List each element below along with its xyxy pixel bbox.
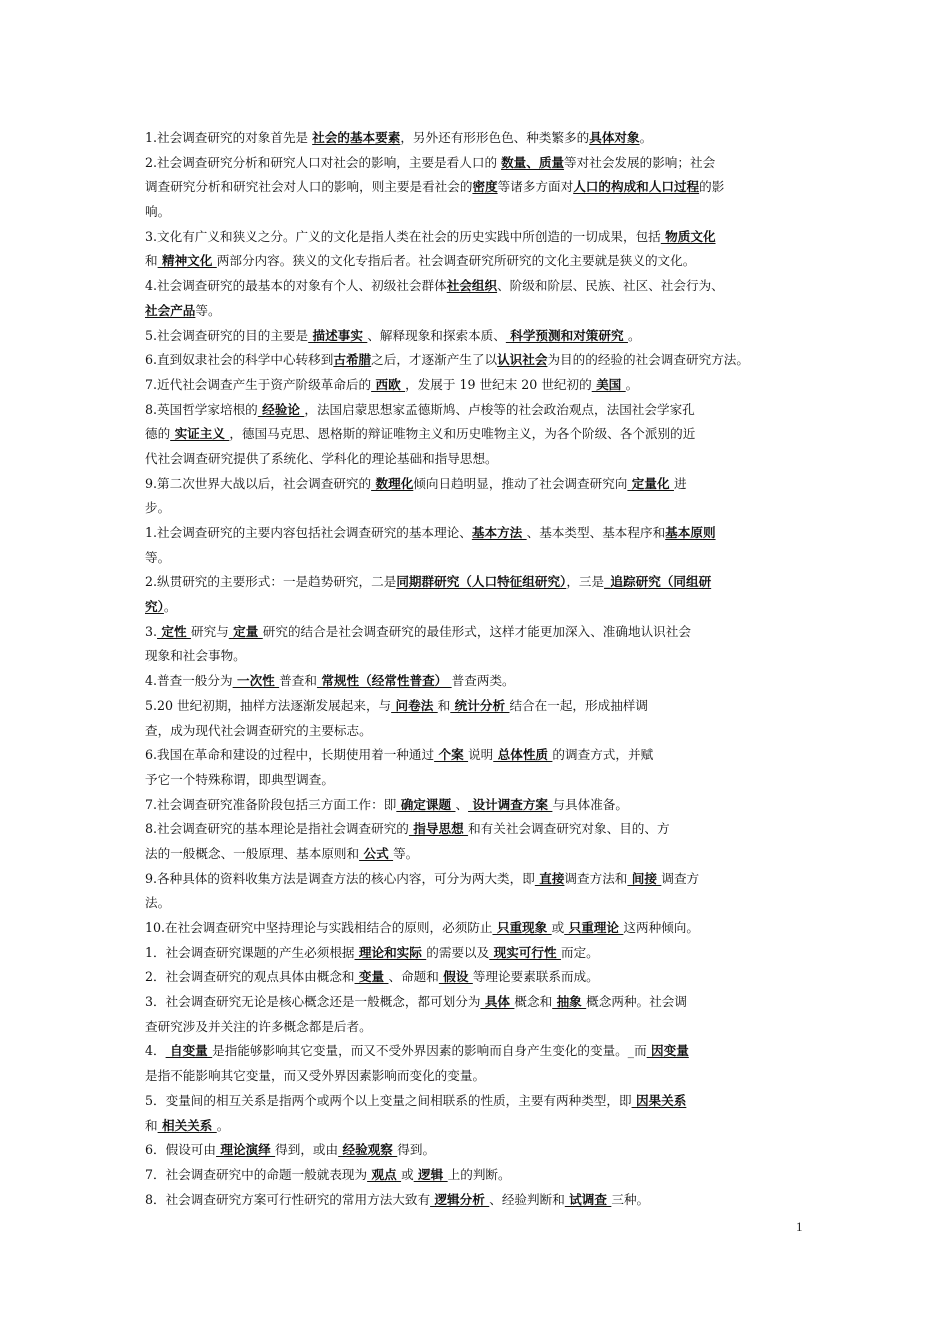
question-text: 普查两类。 [451, 673, 515, 689]
answer-text: 抽象 [552, 994, 587, 1010]
text-line [145, 249, 810, 274]
text-line [145, 1114, 810, 1139]
answer-text: 逻辑分析 [430, 1191, 490, 1207]
page-number: 1 [796, 1219, 803, 1234]
question-text: 调查方法和 [564, 870, 628, 886]
question-text: 予它一个特殊称谓，即典型调查。 [145, 771, 334, 787]
question-text: 概念两种。社会调 [586, 994, 687, 1010]
answer-text: 只重现象 [492, 920, 552, 935]
answer-text: 定量 [228, 623, 263, 639]
text-line [145, 842, 810, 867]
answer-text: 总体性质 [493, 747, 553, 763]
question-text: 上的判断。 [447, 1166, 511, 1182]
text-line [145, 743, 810, 768]
question-text: 和 [145, 253, 158, 269]
question-text: 1.社会调查研究的主要内容包括社会调查研究的基本理论、 [145, 525, 472, 540]
text-line [145, 867, 810, 892]
text-line [145, 1138, 810, 1163]
answer-text: 统计分析 [450, 697, 510, 713]
answer-text: 直接 [534, 870, 565, 886]
question-text: 调查方 [661, 870, 700, 886]
answer-text: 现实可行性 [489, 944, 561, 960]
question-text: 与具体准备。 [552, 796, 628, 812]
answer-text: 古希腊 [333, 352, 372, 368]
question-text: ，德国马克思、恩格斯的辩证唯物主义和历史唯物主义，为各个阶级、各个派别的近 [229, 426, 696, 442]
question-text: 概念和 [514, 994, 553, 1010]
question-text: 和 [437, 697, 451, 713]
answer-text: 社会的基本要素 [312, 130, 401, 145]
question-text: 之后，才逐渐产生了以 [371, 352, 498, 368]
text-line [145, 299, 810, 324]
question-text: 2．社会调查研究的观点具体由概念和 [145, 969, 355, 985]
answer-text: 定性 [157, 623, 191, 639]
question-text: 查研究涉及并关注的许多概念都是后者。 [145, 1018, 372, 1034]
question-text: 步。 [145, 500, 171, 516]
answer-text: 人口的构成和人口过程 [573, 179, 700, 195]
answer-text: 设计调查方案 [468, 796, 553, 812]
question-text: 9.第二次世界大战以后，社会调查研究的 [145, 475, 372, 491]
answer-text: 确定课题 [396, 796, 456, 812]
question-text: 的需要以及 [426, 944, 490, 960]
question-text: 、解释现象和探索本质、 [367, 327, 506, 343]
question-text: 说明 [468, 747, 494, 763]
text-line [145, 817, 810, 842]
question-text: 10.在社会调查研究中坚持理论与实践相结合的原则，必须防止 [145, 920, 493, 935]
question-text: 研究与 [191, 623, 229, 639]
question-text: 6.直到奴隶社会的科学中心转移到 [145, 352, 334, 368]
answer-text: 具体 [480, 994, 515, 1010]
question-text: 为目的的经验的社会调查研究方法。 [547, 352, 749, 368]
text-line [145, 595, 810, 620]
answer-text: 变量 [354, 969, 389, 985]
text-line [145, 472, 810, 497]
question-text: 。 [625, 376, 639, 392]
question-text: 两部分内容。狭义的文化专指后者。社会调查研究所研究的文化主要就是狭义的文化。 [216, 253, 696, 269]
question-text: 的调查方式，并赋 [552, 747, 654, 763]
question-text: 1．社会调查研究课题的产生必须根据 [145, 944, 355, 960]
text-line [145, 990, 810, 1015]
question-text: 5．变量间的相互关系是指两个或两个以上变量之间相联系的性质，主要有两种类型，即 [145, 1092, 632, 1108]
answer-text: 精神文化 [157, 253, 217, 269]
question-text: 6.我国在革命和建设的过程中，长期使用着一种通过 [145, 747, 435, 763]
text-line [145, 719, 810, 744]
answer-text: 假设 [438, 969, 473, 985]
question-text: 倾向日趋明显，推动了社会调查研究向 [413, 475, 628, 491]
answer-text: 因果关系 [631, 1092, 687, 1108]
text-line [145, 447, 810, 472]
question-text: 3．社会调查研究无论是核心概念还是一般概念，都可划分为 [145, 994, 481, 1010]
answer-text: 因变量 [646, 1043, 689, 1059]
question-text: 2.纵贯研究的主要形式：一是趋势研究，二是 [145, 574, 397, 590]
question-text: 8.社会调查研究的基本理论是指社会调查研究的 [145, 821, 409, 837]
answer-text: 理论和实际 [354, 944, 427, 960]
question-text: 等。 [393, 845, 419, 861]
question-text: 。 [163, 599, 177, 615]
answer-text: 社会组织 [446, 278, 498, 294]
question-text: 2.社会调查研究分析和研究人口对社会的影响，主要是看人口的 [145, 154, 502, 170]
answer-text: 理论演绎 [215, 1142, 276, 1158]
question-text: 、基本类型、基本程序和 [526, 525, 666, 540]
question-text: 7.社会调查研究准备阶段包括三方面工作：即 [145, 796, 397, 812]
text-line [145, 620, 810, 645]
answer-text: 基本方法 [471, 525, 527, 540]
question-text: 、命题和 [388, 969, 439, 985]
question-text: 响。 [145, 204, 171, 220]
question-text: 和有关社会调查研究对象、目的、方 [468, 821, 670, 837]
answer-text: 数量、质量 [501, 154, 565, 170]
text-line [145, 965, 810, 990]
answer-text: 个案 [434, 747, 469, 763]
question-text: 9.各种具体的资料收集方法是调查方法的核心内容，可分为两大类，即 [145, 870, 535, 886]
text-line [145, 1039, 810, 1064]
text-line [145, 891, 810, 916]
text-line [145, 1015, 810, 1040]
question-text: 。 [216, 1117, 230, 1133]
answer-text: 指导思想 [408, 821, 469, 837]
question-text: 现象和社会事物。 [145, 648, 246, 664]
question-text: 三种。 [611, 1191, 650, 1207]
document-body [145, 126, 810, 1212]
answer-text: 自变量 [165, 1043, 213, 1059]
question-text: 6．假设可由 [145, 1142, 216, 1158]
question-text: 普查和 [279, 673, 317, 689]
question-text: 和 [145, 1117, 158, 1133]
question-text: 8.英国哲学家培根的 [145, 401, 258, 417]
question-text: 1.社会调查研究的对象首先是 [145, 130, 313, 145]
text-line [145, 546, 810, 571]
text-line [145, 1064, 810, 1089]
text-line [145, 151, 810, 176]
question-text: ，法国启蒙思想家孟德斯鸠、卢梭等的社会政治观点，法国社会学家孔 [304, 401, 695, 417]
text-line [145, 644, 810, 669]
text-line [145, 768, 810, 793]
answer-text: 究） [145, 599, 164, 615]
answer-text: 经验论 [257, 401, 305, 417]
question-text: 等理论要素联系而成。 [472, 969, 599, 985]
question-text: 代社会调查研究提供了系统化、学科化的理论基础和指导思想。 [145, 450, 498, 466]
answer-text: 西欧 [371, 376, 406, 392]
text-line [145, 521, 810, 546]
question-text: ，发展于 19 世纪末 20 世纪初的 [405, 376, 592, 392]
question-text: 7．社会调查研究中的命题一般就表现为 [145, 1166, 368, 1182]
text-line [145, 175, 810, 200]
question-text: 等诸多方面对 [497, 179, 574, 195]
answer-text: 常规性（经常性普查） [316, 673, 452, 689]
answer-text: 物质文化 [660, 228, 716, 244]
question-text: 调查研究分析和研究社会对人口的影响，则主要是看社会的 [145, 179, 473, 195]
question-text: 、阶级和阶层、民族、社区、社会行为、 [497, 278, 724, 294]
text-line [145, 200, 810, 225]
text-line [145, 1089, 810, 1114]
text-line [145, 793, 810, 818]
question-text: 或 [551, 920, 565, 935]
question-text: 法的一般概念、一般原理、基本原则和 [145, 845, 360, 861]
question-text: 结合在一起，形成抽样调 [509, 697, 648, 713]
text-line [145, 422, 810, 447]
answer-text: 基本原则 [665, 525, 716, 540]
question-text: 德的 [145, 426, 171, 442]
answer-text: _追踪研究（同组研 [604, 574, 712, 590]
answer-text: 只重理论 [564, 920, 624, 935]
question-text: 4.社会调查研究的最基本的对象有个人、初级社会群体 [145, 278, 447, 294]
answer-text: 美国 [591, 376, 626, 392]
text-line [145, 496, 810, 521]
question-text: 4． [145, 1043, 166, 1059]
text-line [145, 941, 810, 966]
question-text: 得到，或由 [275, 1142, 339, 1158]
answer-text: 一次性 [232, 673, 280, 689]
question-text: 8．社会调查研究方案可行性研究的常用方法大致有 [145, 1191, 431, 1207]
answer-text: 试调查 [564, 1191, 612, 1207]
text-line [145, 225, 810, 250]
text-line [145, 1163, 810, 1188]
text-line [145, 348, 810, 373]
answer-text: 具体对象 [589, 130, 640, 145]
question-text: 3.文化有广义和狭义之分。广义的文化是指人类在社会的历史实践中所创造的一切成果，包括 [145, 228, 661, 244]
question-text: 。 [639, 130, 653, 145]
question-text: 的影 [699, 179, 725, 195]
answer-text: 社会产品 [145, 302, 196, 318]
question-text: 等对社会发展的影响；社会 [564, 154, 716, 170]
question-text: 查，成为现代社会调查研究的主要标志。 [145, 722, 372, 738]
answer-text: 问卷法 [391, 697, 438, 713]
text-line [145, 324, 810, 349]
question-text: 进 [673, 475, 687, 491]
question-text: 这两种倾向。 [623, 920, 699, 935]
question-text: 等。 [145, 549, 171, 565]
question-text: ，三是 [566, 574, 605, 590]
text-line [145, 1188, 810, 1213]
text-line [145, 398, 810, 423]
answer-text: 公式 [359, 845, 394, 861]
text-line [145, 916, 810, 941]
answer-text: 观点 [367, 1166, 402, 1182]
question-text: 或 [401, 1166, 414, 1182]
question-text: 法。 [145, 895, 171, 911]
text-line [145, 126, 810, 151]
question-text: 等。 [195, 302, 221, 318]
answer-text: 间接 [627, 870, 662, 886]
answer-text: 密度 [472, 179, 498, 195]
answer-text: 实证主义 [170, 426, 230, 442]
question-text: 而定。 [560, 944, 599, 960]
answer-text: 经验观察 [338, 1142, 398, 1158]
answer-text: 定量化 [627, 475, 674, 491]
question-text: 。 [627, 327, 641, 343]
answer-text: 认识社会 [497, 352, 548, 368]
question-text: 是指不能影响其它变量，而又受外界因素影响而变化的变量。 [145, 1068, 486, 1084]
answer-text: 科学预测和对策研究 [505, 327, 628, 343]
answer-text: 数理化 [371, 475, 414, 491]
text-line [145, 570, 810, 595]
question-text: 3. [145, 623, 158, 639]
question-text: 得到。 [397, 1142, 436, 1158]
text-line [145, 694, 810, 719]
text-line [145, 373, 810, 398]
text-line [145, 274, 810, 299]
answer-text: 相关关系 [157, 1117, 217, 1133]
question-text: 、经验判断和 [489, 1191, 565, 1207]
answer-text: 描述事实 [308, 327, 368, 343]
question-text: 4.普查一般分为 [145, 673, 233, 689]
text-line [145, 669, 810, 694]
question-text: 7.近代社会调查产生于资产阶级革命后的 [145, 376, 372, 392]
question-text: 5.20 世纪初期，抽样方法逐渐发展起来，与 [145, 697, 392, 713]
question-text: 、 [455, 796, 469, 812]
question-text: ，另外还有形形色色、种类繁多的 [400, 130, 590, 145]
question-text: 是指能够影响其它变量，而又不受外界因素的影响而自身产生变化的变量。_而 [212, 1043, 647, 1059]
question-text: 5.社会调查研究的目的主要是 [145, 327, 309, 343]
answer-text: 同期群研究（人口特征组研究） [396, 574, 567, 590]
question-text: 研究的结合是社会调查研究的最佳形式，这样才能更加深入、准确地认识社会 [262, 623, 691, 639]
answer-text: 逻辑 [413, 1166, 448, 1182]
